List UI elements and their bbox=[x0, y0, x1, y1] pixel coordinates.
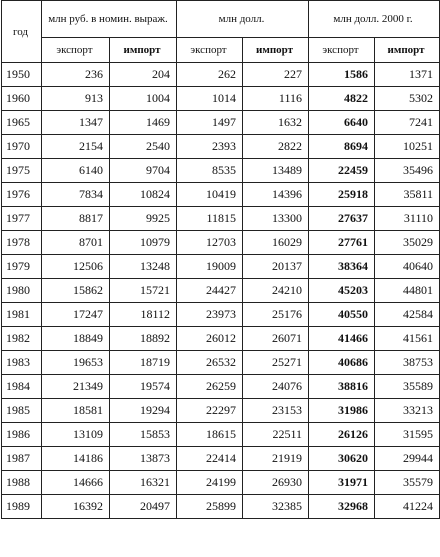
table-row bbox=[2, 135, 440, 159]
year-cell: 1950 bbox=[2, 63, 42, 87]
import-value-cell: 13873 bbox=[110, 447, 177, 471]
import-value-cell: 24210 bbox=[243, 279, 309, 303]
import-value-cell: 16029 bbox=[243, 231, 309, 255]
import-value-cell: 29944 bbox=[375, 447, 440, 471]
import-value-cell: 7241 bbox=[375, 111, 440, 135]
year-cell: 1984 bbox=[2, 375, 42, 399]
import-value-cell: 1116 bbox=[243, 87, 309, 111]
import-value-cell: 20137 bbox=[243, 255, 309, 279]
sub-header-export: экспорт bbox=[177, 38, 243, 63]
export-value-cell: 31971 bbox=[309, 471, 375, 495]
import-value-cell: 33213 bbox=[375, 399, 440, 423]
sub-header-export: экспорт bbox=[309, 38, 375, 63]
table-body bbox=[2, 63, 440, 519]
export-value-cell: 18849 bbox=[42, 327, 110, 351]
export-value-cell: 18615 bbox=[177, 423, 243, 447]
import-value-cell: 2822 bbox=[243, 135, 309, 159]
year-cell: 1987 bbox=[2, 447, 42, 471]
import-value-cell: 35579 bbox=[375, 471, 440, 495]
import-value-cell: 25176 bbox=[243, 303, 309, 327]
export-value-cell: 10419 bbox=[177, 183, 243, 207]
import-value-cell: 44801 bbox=[375, 279, 440, 303]
export-value-cell: 14186 bbox=[42, 447, 110, 471]
export-value-cell: 25918 bbox=[309, 183, 375, 207]
import-value-cell: 24076 bbox=[243, 375, 309, 399]
import-value-cell: 18112 bbox=[110, 303, 177, 327]
export-value-cell: 26532 bbox=[177, 351, 243, 375]
export-value-cell: 2393 bbox=[177, 135, 243, 159]
sub-header-export: экспорт bbox=[42, 38, 110, 63]
import-value-cell: 2540 bbox=[110, 135, 177, 159]
header-row-sub bbox=[2, 38, 440, 63]
import-value-cell: 19574 bbox=[110, 375, 177, 399]
import-value-cell: 5302 bbox=[375, 87, 440, 111]
year-cell: 1986 bbox=[2, 423, 42, 447]
import-value-cell: 20497 bbox=[110, 495, 177, 519]
export-value-cell: 8694 bbox=[309, 135, 375, 159]
table-row bbox=[2, 111, 440, 135]
import-value-cell: 10979 bbox=[110, 231, 177, 255]
import-value-cell: 1004 bbox=[110, 87, 177, 111]
sub-header-import: импорт bbox=[375, 38, 440, 63]
import-value-cell: 15853 bbox=[110, 423, 177, 447]
import-value-cell: 10824 bbox=[110, 183, 177, 207]
import-value-cell: 35811 bbox=[375, 183, 440, 207]
table-row bbox=[2, 231, 440, 255]
export-value-cell: 18581 bbox=[42, 399, 110, 423]
year-cell: 1975 bbox=[2, 159, 42, 183]
year-cell: 1989 bbox=[2, 495, 42, 519]
year-cell: 1977 bbox=[2, 207, 42, 231]
import-value-cell: 1632 bbox=[243, 111, 309, 135]
year-cell: 1970 bbox=[2, 135, 42, 159]
table-row bbox=[2, 351, 440, 375]
year-cell: 1960 bbox=[2, 87, 42, 111]
export-value-cell: 913 bbox=[42, 87, 110, 111]
import-value-cell: 38753 bbox=[375, 351, 440, 375]
year-cell: 1982 bbox=[2, 327, 42, 351]
table-row bbox=[2, 447, 440, 471]
import-value-cell: 16321 bbox=[110, 471, 177, 495]
import-value-cell: 227 bbox=[243, 63, 309, 87]
table-row bbox=[2, 183, 440, 207]
table-row bbox=[2, 327, 440, 351]
export-value-cell: 22297 bbox=[177, 399, 243, 423]
export-value-cell: 1347 bbox=[42, 111, 110, 135]
export-value-cell: 30620 bbox=[309, 447, 375, 471]
import-value-cell: 204 bbox=[110, 63, 177, 87]
import-value-cell: 9925 bbox=[110, 207, 177, 231]
export-value-cell: 8535 bbox=[177, 159, 243, 183]
export-value-cell: 40550 bbox=[309, 303, 375, 327]
export-value-cell: 25899 bbox=[177, 495, 243, 519]
export-value-cell: 11815 bbox=[177, 207, 243, 231]
export-value-cell: 19653 bbox=[42, 351, 110, 375]
import-value-cell: 41224 bbox=[375, 495, 440, 519]
export-value-cell: 24427 bbox=[177, 279, 243, 303]
export-value-cell: 31986 bbox=[309, 399, 375, 423]
import-value-cell: 22511 bbox=[243, 423, 309, 447]
group-header-usd-2000: млн долл. 2000 г. bbox=[309, 1, 440, 38]
import-value-cell: 14396 bbox=[243, 183, 309, 207]
table-row bbox=[2, 495, 440, 519]
import-value-cell: 13489 bbox=[243, 159, 309, 183]
export-value-cell: 22459 bbox=[309, 159, 375, 183]
export-value-cell: 17247 bbox=[42, 303, 110, 327]
import-value-cell: 1469 bbox=[110, 111, 177, 135]
year-cell: 1981 bbox=[2, 303, 42, 327]
import-value-cell: 13248 bbox=[110, 255, 177, 279]
export-value-cell: 8701 bbox=[42, 231, 110, 255]
export-value-cell: 19009 bbox=[177, 255, 243, 279]
export-value-cell: 12703 bbox=[177, 231, 243, 255]
export-value-cell: 38364 bbox=[309, 255, 375, 279]
import-value-cell: 32385 bbox=[243, 495, 309, 519]
year-cell: 1985 bbox=[2, 399, 42, 423]
table-row bbox=[2, 279, 440, 303]
export-value-cell: 38816 bbox=[309, 375, 375, 399]
export-value-cell: 16392 bbox=[42, 495, 110, 519]
table-row bbox=[2, 423, 440, 447]
import-value-cell: 26071 bbox=[243, 327, 309, 351]
export-value-cell: 27761 bbox=[309, 231, 375, 255]
import-value-cell: 13300 bbox=[243, 207, 309, 231]
year-cell: 1988 bbox=[2, 471, 42, 495]
table-row bbox=[2, 207, 440, 231]
export-value-cell: 26012 bbox=[177, 327, 243, 351]
table-row bbox=[2, 399, 440, 423]
import-value-cell: 1371 bbox=[375, 63, 440, 87]
export-value-cell: 27637 bbox=[309, 207, 375, 231]
sub-header-import: импорт bbox=[243, 38, 309, 63]
year-cell: 1978 bbox=[2, 231, 42, 255]
export-value-cell: 1586 bbox=[309, 63, 375, 87]
import-value-cell: 35589 bbox=[375, 375, 440, 399]
year-cell: 1983 bbox=[2, 351, 42, 375]
table-row bbox=[2, 87, 440, 111]
import-value-cell: 9704 bbox=[110, 159, 177, 183]
export-value-cell: 13109 bbox=[42, 423, 110, 447]
import-value-cell: 40640 bbox=[375, 255, 440, 279]
export-value-cell: 21349 bbox=[42, 375, 110, 399]
table-row bbox=[2, 159, 440, 183]
export-value-cell: 26259 bbox=[177, 375, 243, 399]
table-row bbox=[2, 375, 440, 399]
table-row bbox=[2, 303, 440, 327]
import-value-cell: 31595 bbox=[375, 423, 440, 447]
import-value-cell: 35496 bbox=[375, 159, 440, 183]
import-value-cell: 15721 bbox=[110, 279, 177, 303]
export-value-cell: 7834 bbox=[42, 183, 110, 207]
export-value-cell: 24199 bbox=[177, 471, 243, 495]
export-value-cell: 12506 bbox=[42, 255, 110, 279]
year-cell: 1965 bbox=[2, 111, 42, 135]
year-cell: 1976 bbox=[2, 183, 42, 207]
table-row bbox=[2, 471, 440, 495]
export-value-cell: 40686 bbox=[309, 351, 375, 375]
export-value-cell: 236 bbox=[42, 63, 110, 87]
import-value-cell: 21919 bbox=[243, 447, 309, 471]
export-value-cell: 1014 bbox=[177, 87, 243, 111]
sub-header-import: импорт bbox=[110, 38, 177, 63]
export-value-cell: 6640 bbox=[309, 111, 375, 135]
export-value-cell: 2154 bbox=[42, 135, 110, 159]
table-row bbox=[2, 63, 440, 87]
group-header-rub-nominal: млн руб. в номин. выраж. bbox=[42, 1, 177, 38]
import-value-cell: 19294 bbox=[110, 399, 177, 423]
export-value-cell: 6140 bbox=[42, 159, 110, 183]
export-value-cell: 4822 bbox=[309, 87, 375, 111]
year-cell: 1979 bbox=[2, 255, 42, 279]
import-value-cell: 31110 bbox=[375, 207, 440, 231]
header-row-groups bbox=[2, 1, 440, 38]
export-value-cell: 1497 bbox=[177, 111, 243, 135]
import-value-cell: 18892 bbox=[110, 327, 177, 351]
import-value-cell: 35029 bbox=[375, 231, 440, 255]
export-value-cell: 23973 bbox=[177, 303, 243, 327]
trade-table bbox=[1, 0, 440, 519]
export-value-cell: 14666 bbox=[42, 471, 110, 495]
import-value-cell: 10251 bbox=[375, 135, 440, 159]
export-value-cell: 8817 bbox=[42, 207, 110, 231]
table-row bbox=[2, 255, 440, 279]
export-value-cell: 26126 bbox=[309, 423, 375, 447]
export-value-cell: 41466 bbox=[309, 327, 375, 351]
group-header-usd: млн долл. bbox=[177, 1, 309, 38]
export-value-cell: 22414 bbox=[177, 447, 243, 471]
export-value-cell: 15862 bbox=[42, 279, 110, 303]
export-value-cell: 45203 bbox=[309, 279, 375, 303]
import-value-cell: 41561 bbox=[375, 327, 440, 351]
import-value-cell: 23153 bbox=[243, 399, 309, 423]
export-value-cell: 32968 bbox=[309, 495, 375, 519]
year-cell: 1980 bbox=[2, 279, 42, 303]
import-value-cell: 42584 bbox=[375, 303, 440, 327]
export-value-cell: 262 bbox=[177, 63, 243, 87]
import-value-cell: 26930 bbox=[243, 471, 309, 495]
year-column-header: год bbox=[2, 1, 42, 63]
import-value-cell: 25271 bbox=[243, 351, 309, 375]
import-value-cell: 18719 bbox=[110, 351, 177, 375]
